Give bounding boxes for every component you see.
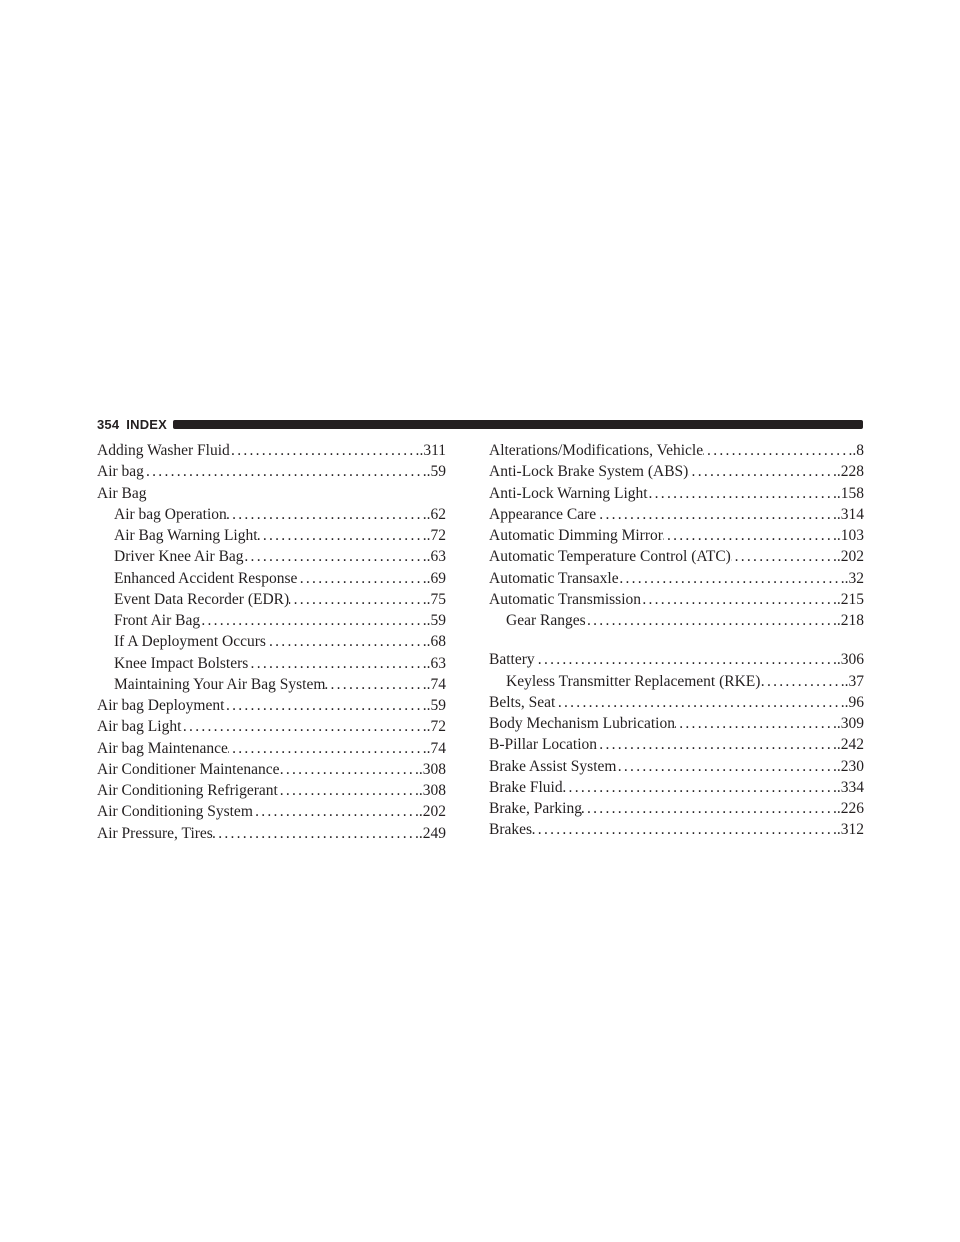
- index-entry: [489, 525, 864, 546]
- entry-label: B-Pillar Location: [489, 736, 598, 754]
- dot-leader: [703, 440, 852, 461]
- dot-leader: [253, 801, 419, 822]
- dot-leader: [230, 440, 420, 461]
- index-entry: [97, 823, 446, 844]
- header-rule: [173, 420, 863, 429]
- entry-page-number: .312: [836, 821, 864, 839]
- entry-page-number: .306: [836, 651, 864, 669]
- index-entry: [489, 692, 864, 713]
- index-subentry: [97, 546, 446, 567]
- index-entry: [489, 483, 864, 504]
- entry-label: Driver Knee Air Bag: [114, 548, 244, 566]
- entry-label: Air Pressure, Tires: [97, 824, 213, 842]
- entry-label: Keyless Transmitter Replacement (RKE): [506, 672, 761, 690]
- entry-label: Air bag Operation: [114, 505, 227, 523]
- dot-leader: [760, 671, 844, 692]
- dot-leader: [596, 504, 837, 525]
- entry-label: Anti-Lock Brake System (ABS): [489, 463, 689, 481]
- entry-label: Air bag Deployment: [97, 697, 225, 714]
- entry-label: Knee Impact Bolsters: [114, 654, 249, 672]
- entry-label: Anti-Lock Warning Light: [489, 484, 648, 502]
- entry-page-number: .59: [426, 463, 446, 481]
- entry-page-number: .334: [836, 778, 864, 796]
- entry-page-number: .308: [418, 760, 446, 778]
- index-entry: [97, 780, 446, 801]
- entry-label: Air Conditioning Refrigerant: [97, 782, 278, 799]
- entry-page-number: .74: [426, 675, 446, 693]
- index-entry: [489, 777, 864, 798]
- index-subentry: [97, 653, 446, 674]
- index-entry: [489, 649, 864, 670]
- entry-page-number: .59: [426, 697, 446, 714]
- entry-page-number: .242: [836, 736, 864, 754]
- index-subentry: [97, 610, 446, 631]
- index-subentry: [97, 589, 446, 610]
- entry-page-number: .32: [844, 569, 864, 587]
- entry-label: Brake Assist System: [489, 757, 617, 775]
- dot-leader: [582, 798, 837, 819]
- index-entry: [489, 546, 864, 567]
- index-entry: [489, 734, 864, 755]
- entry-label: Air Bag: [97, 484, 147, 502]
- entry-label: Brake Fluid: [489, 778, 563, 796]
- dot-leader: [619, 568, 845, 589]
- dot-leader: [555, 692, 844, 713]
- entry-label: Battery: [489, 651, 535, 669]
- dot-leader: [663, 525, 837, 546]
- header-title: INDEX: [126, 416, 168, 432]
- index-subentry: [97, 674, 446, 695]
- entry-label: If A Deployment Occurs: [114, 633, 266, 651]
- dot-leader: [297, 568, 426, 589]
- entry-page-number: .228: [836, 463, 864, 481]
- entry-label: Air bag: [97, 463, 144, 481]
- entry-page-number: .75: [426, 590, 446, 608]
- entry-page-number: .249: [418, 824, 446, 842]
- dot-leader: [144, 461, 427, 482]
- entry-page-number: .230: [836, 757, 864, 775]
- entry-label: Air bag Maintenance: [97, 739, 228, 757]
- dot-leader: [280, 759, 419, 780]
- entry-page-number: .68: [426, 633, 446, 651]
- entry-label: Automatic Transaxle: [489, 569, 619, 587]
- page-header: [97, 414, 863, 434]
- dot-leader: [289, 589, 426, 610]
- entry-page-number: .218: [836, 612, 864, 629]
- entry-label: Event Data Recorder (EDR): [114, 590, 290, 608]
- index-entry: [489, 461, 864, 482]
- index-entry: [97, 695, 446, 716]
- entry-page-number: .37: [844, 672, 864, 690]
- entry-page-number: .72: [426, 527, 446, 544]
- entry-page-number: .202: [418, 803, 446, 821]
- dot-leader: [181, 716, 426, 737]
- entry-label: Belts, Seat: [489, 693, 556, 711]
- dot-leader: [535, 649, 837, 670]
- entry-label: Air Conditioning System: [97, 803, 253, 821]
- entry-page-number: .62: [426, 505, 446, 523]
- entry-label: Air bag Light: [97, 718, 182, 736]
- dot-leader: [244, 546, 427, 567]
- entry-label: Maintaining Your Air Bag System: [114, 675, 326, 693]
- entry-page-number: .308: [418, 782, 446, 799]
- entry-page-number: .69: [426, 569, 446, 587]
- index-subentry: [97, 568, 446, 589]
- dot-leader: [597, 734, 837, 755]
- index-subentry: [489, 610, 864, 631]
- dot-leader: [325, 674, 426, 695]
- entry-label: Enhanced Accident Response: [114, 569, 298, 587]
- entry-page-number: .309: [836, 715, 864, 732]
- dot-leader: [227, 504, 427, 525]
- index-entry: [489, 756, 864, 777]
- dot-leader: [688, 461, 837, 482]
- index-entry: [97, 483, 446, 504]
- entry-label: Air Conditioner Maintenance: [97, 760, 280, 778]
- dot-leader: [563, 777, 837, 798]
- entry-label: Brake, Parking: [489, 800, 582, 817]
- dot-leader: [648, 483, 837, 504]
- page-number: 354: [97, 416, 120, 432]
- entry-label: Brakes: [489, 821, 533, 839]
- entry-label: Air Bag Warning Light: [114, 527, 258, 544]
- entry-label: Automatic Dimming Mirror: [489, 527, 663, 544]
- index-entry: [97, 440, 446, 461]
- entry-page-number: .72: [426, 718, 446, 736]
- index-entry: [489, 713, 864, 734]
- index-subentry: [97, 631, 446, 652]
- index-entry: [97, 801, 446, 822]
- index-column-right: [489, 440, 864, 841]
- entry-page-number: .215: [836, 590, 864, 608]
- entry-page-number: .63: [426, 548, 446, 566]
- dot-leader: [641, 589, 837, 610]
- index-entry: [97, 461, 446, 482]
- index-subentry: [489, 671, 864, 692]
- dot-leader: [675, 713, 837, 734]
- index-subentry: [97, 525, 446, 546]
- dot-leader: [248, 653, 426, 674]
- entry-page-number: .74: [426, 739, 446, 757]
- dot-leader: [258, 525, 427, 546]
- entry-page-number: .158: [836, 484, 864, 502]
- dot-leader: [213, 823, 419, 844]
- index-entry: [489, 798, 864, 819]
- index-entry: [97, 759, 446, 780]
- dot-leader: [731, 546, 837, 567]
- entry-label: Gear Ranges: [506, 612, 586, 629]
- index-entry: [489, 819, 864, 840]
- dot-leader: [228, 738, 427, 759]
- entry-page-number: .59: [426, 612, 446, 629]
- entry-page-number: .314: [836, 505, 864, 523]
- entry-label: Adding Washer Fluid: [97, 442, 230, 459]
- entry-page-number: .202: [836, 548, 864, 566]
- entry-page-number: .226: [836, 800, 864, 817]
- entry-page-number: .103: [836, 527, 864, 544]
- entry-label: Automatic Temperature Control (ATC): [489, 548, 731, 566]
- entry-label: Front Air Bag: [114, 612, 201, 629]
- index-entry: [97, 716, 446, 737]
- index-subentry: [97, 504, 446, 525]
- dot-leader: [266, 631, 427, 652]
- index-entry: [489, 568, 864, 589]
- index-entry: [489, 504, 864, 525]
- index-column-left: [97, 440, 446, 844]
- entry-label: Automatic Transmission: [489, 590, 642, 608]
- entry-label: Body Mechanism Lubrication: [489, 715, 675, 732]
- dot-leader: [616, 756, 836, 777]
- entry-label: Alterations/Modifications, Vehicle: [489, 442, 704, 459]
- entry-label: Appearance Care: [489, 505, 597, 523]
- index-entry: [489, 440, 864, 461]
- entry-page-number: .311: [419, 442, 446, 459]
- entry-page-number: .96: [844, 693, 864, 711]
- entry-page-number: .8: [852, 442, 864, 459]
- dot-leader: [532, 819, 837, 840]
- entry-page-number: .63: [426, 654, 446, 672]
- index-entry: [489, 589, 864, 610]
- dot-leader: [278, 780, 419, 801]
- index-entry: [97, 738, 446, 759]
- dot-leader: [224, 695, 426, 716]
- dot-leader: [200, 610, 427, 631]
- dot-leader: [586, 610, 837, 631]
